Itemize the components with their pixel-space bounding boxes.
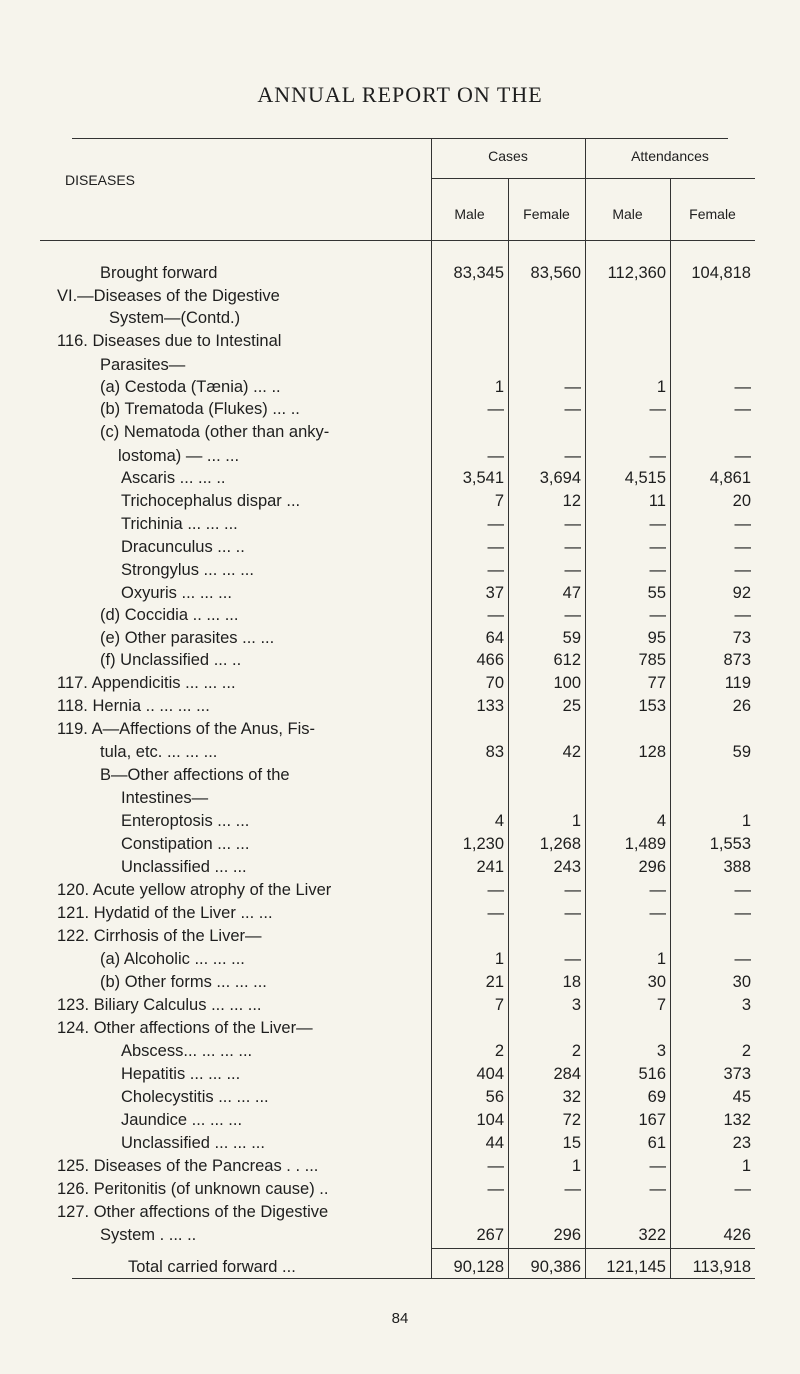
attendances-female-value: 1: [741, 812, 751, 830]
disease-label: (e) Other parasites ... ...: [100, 629, 275, 647]
attendances-female-value: 20: [732, 492, 751, 510]
attendances-male-value: 61: [647, 1134, 666, 1152]
cases-male-value: 404: [476, 1065, 504, 1083]
attendances-female-value: 373: [723, 1065, 751, 1083]
cases-male-value: 7: [494, 996, 504, 1014]
cases-female-value: —: [564, 1180, 581, 1198]
attendances-female-header: Female: [689, 206, 736, 222]
attendances-male-value: 112,360: [607, 264, 666, 282]
cases-female-value: 1,268: [539, 835, 581, 853]
attendances-male-value: —: [649, 538, 666, 556]
cases-female-value: —: [564, 400, 581, 418]
total-rule: [431, 1248, 755, 1249]
cases-female-value: 42: [562, 743, 581, 761]
attendances-female-value: —: [734, 950, 751, 968]
cases-male-value: 56: [485, 1088, 504, 1106]
cases-female-value: 83,560: [530, 264, 581, 282]
disease-label: 123. Biliary Calculus ... ... ...: [57, 996, 262, 1014]
attendances-female-value: 26: [732, 697, 751, 715]
attendances-male-value: 516: [638, 1065, 666, 1083]
cases-female-value: 3: [571, 996, 581, 1014]
disease-label: Jaundice ... ... ...: [121, 1111, 243, 1129]
attendances-male-value: 785: [638, 651, 666, 669]
cases-female-value: —: [564, 447, 581, 465]
attendances-female-value: —: [734, 1180, 751, 1198]
attendances-female-value: 2: [741, 1042, 751, 1060]
attendances-female-value: 4,861: [709, 469, 751, 487]
attendances-female-value: 873: [723, 651, 751, 669]
col-rule-4: [670, 178, 671, 1278]
disease-label: 119. A—Affections of the Anus, Fis-: [57, 720, 316, 738]
cases-female-value: —: [564, 881, 581, 899]
attendances-header: Attendances: [631, 148, 709, 164]
attendances-female-value: 73: [732, 629, 751, 647]
attendances-female-value: 388: [723, 858, 751, 876]
cases-male-value: —: [487, 606, 504, 624]
cases-male-value: 90,128: [453, 1258, 504, 1276]
header-mid-rule: [431, 178, 755, 179]
page-title: ANNUAL REPORT ON THE: [257, 82, 543, 107]
cases-male-value: —: [487, 515, 504, 533]
cases-female-value: 2: [571, 1042, 581, 1060]
attendances-male-value: —: [649, 561, 666, 579]
disease-label: 122. Cirrhosis of the Liver—: [57, 927, 262, 945]
attendances-male-value: —: [649, 447, 666, 465]
disease-label: 118. Hernia .. ... ... ...: [57, 697, 210, 715]
disease-label: Unclassified ... ... ...: [121, 1134, 265, 1152]
cases-male-value: 83: [485, 743, 504, 761]
col-rule-1: [431, 138, 432, 1278]
attendances-female-value: 1: [741, 1157, 751, 1175]
cases-male-value: —: [487, 538, 504, 556]
header-top-rule: [72, 138, 728, 139]
cases-male-value: 1: [494, 950, 504, 968]
attendances-male-value: —: [649, 606, 666, 624]
cases-female-value: —: [564, 950, 581, 968]
disease-label: Constipation ... ...: [121, 835, 250, 853]
disease-label: VI.—Diseases of the Digestive: [57, 287, 280, 305]
cases-female-value: 100: [553, 674, 581, 692]
disease-label: Trichinia ... ... ...: [121, 515, 238, 533]
diseases-header: DISEASES: [64, 172, 136, 188]
cases-female-value: —: [564, 561, 581, 579]
attendances-male-value: 55: [647, 584, 666, 602]
attendances-female-value: —: [734, 538, 751, 556]
cases-male-value: 64: [485, 629, 504, 647]
disease-label: 124. Other affections of the Liver—: [57, 1019, 313, 1037]
attendances-male-value: —: [649, 1157, 666, 1175]
disease-label: 116. Diseases due to Intestinal: [57, 332, 282, 350]
attendances-male-value: 153: [638, 697, 666, 715]
disease-label: Hepatitis ... ... ...: [121, 1065, 241, 1083]
bottom-rule: [72, 1278, 755, 1279]
cases-male-value: 37: [485, 584, 504, 602]
cases-female-value: 47: [562, 584, 581, 602]
disease-label: System—(Contd.): [109, 309, 241, 327]
cases-male-value: 241: [476, 858, 504, 876]
cases-female-value: 243: [553, 858, 581, 876]
cases-male-value: —: [487, 447, 504, 465]
disease-label: Unclassified ... ...: [121, 858, 247, 876]
attendances-female-value: 23: [732, 1134, 751, 1152]
cases-female-value: —: [564, 904, 581, 922]
disease-label: Oxyuris ... ... ...: [121, 584, 232, 602]
attendances-female-value: —: [734, 881, 751, 899]
col-rule-3: [585, 138, 586, 1278]
attendances-female-value: 132: [723, 1111, 751, 1129]
disease-label: Dracunculus ... ..: [121, 538, 245, 556]
disease-label: Enteroptosis ... ...: [121, 812, 250, 830]
cases-male-value: 4: [494, 812, 504, 830]
cases-header: Cases: [488, 148, 528, 164]
attendances-male-value: 296: [638, 858, 666, 876]
cases-male-value: 7: [494, 492, 504, 510]
attendances-male-value: 322: [638, 1226, 666, 1244]
attendances-male-value: 11: [648, 492, 666, 510]
cases-male-value: 104: [476, 1111, 504, 1129]
cases-male-value: 1,230: [462, 835, 504, 853]
disease-label: (a) Cestoda (Tænia) ... ..: [100, 378, 281, 396]
cases-female-value: 18: [562, 973, 581, 991]
attendances-female-value: 119: [724, 674, 751, 692]
disease-label: Ascaris ... ... ..: [121, 469, 226, 487]
attendances-female-value: —: [734, 561, 751, 579]
attendances-male-value: —: [649, 881, 666, 899]
cases-male-value: —: [487, 1180, 504, 1198]
cases-male-value: —: [487, 1157, 504, 1175]
disease-label: Abscess... ... ... ...: [121, 1042, 253, 1060]
disease-label: 121. Hydatid of the Liver ... ...: [57, 904, 273, 922]
page-number: 84: [391, 1310, 409, 1327]
attendances-female-value: 30: [732, 973, 751, 991]
attendances-male-value: 4: [656, 812, 666, 830]
attendances-female-value: 59: [732, 743, 751, 761]
attendances-female-value: 3: [741, 996, 751, 1014]
cases-female-value: 15: [562, 1134, 581, 1152]
disease-label: 126. Peritonitis (of unknown cause) ..: [57, 1180, 329, 1198]
attendances-male-value: 7: [656, 996, 666, 1014]
attendances-female-value: —: [734, 378, 751, 396]
disease-label: 125. Diseases of the Pancreas . . ...: [57, 1157, 319, 1175]
attendances-male-value: 1: [656, 950, 666, 968]
attendances-male-value: 95: [647, 629, 666, 647]
cases-male-value: 44: [485, 1134, 504, 1152]
cases-female-value: 1: [571, 812, 581, 830]
attendances-male-value: —: [649, 515, 666, 533]
cases-female-value: 1: [571, 1157, 581, 1175]
cases-male-value: 21: [485, 973, 504, 991]
disease-label: (a) Alcoholic ... ... ...: [100, 950, 245, 968]
attendances-male-value: —: [649, 904, 666, 922]
cases-male-value: —: [487, 561, 504, 579]
disease-label: tula, etc. ... ... ...: [100, 743, 218, 761]
attendances-male-value: —: [649, 1180, 666, 1198]
disease-label: (d) Coccidia .. ... ...: [100, 606, 239, 624]
cases-female-value: 90,386: [530, 1258, 581, 1276]
attendances-male-value: 69: [647, 1088, 666, 1106]
cases-male-value: —: [487, 881, 504, 899]
attendances-female-value: —: [734, 904, 751, 922]
attendances-female-value: 92: [732, 584, 751, 602]
cases-female-value: 612: [553, 651, 581, 669]
cases-male-value: 133: [476, 697, 504, 715]
cases-female-value: 12: [562, 492, 581, 510]
attendances-male-value: 4,515: [624, 469, 666, 487]
attendances-female-value: —: [734, 400, 751, 418]
attendances-female-value: 104,818: [691, 264, 751, 282]
attendances-female-value: 113,918: [692, 1258, 751, 1276]
attendances-male-value: —: [649, 400, 666, 418]
disease-label: 120. Acute yellow atrophy of the Liver: [57, 881, 332, 899]
disease-label: (b) Other forms ... ... ...: [100, 973, 267, 991]
attendances-male-value: 128: [638, 743, 666, 761]
disease-label: lostoma) — ... ...: [118, 447, 240, 465]
cases-female-value: —: [564, 378, 581, 396]
attendances-male-value: 121,145: [606, 1258, 666, 1276]
disease-label: Parasites—: [100, 356, 186, 374]
cases-female-value: —: [564, 538, 581, 556]
attendances-female-value: 426: [723, 1226, 751, 1244]
disease-label: 117. Appendicitis ... ... ...: [57, 674, 236, 692]
cases-female-value: 72: [562, 1111, 581, 1129]
cases-male-value: 70: [485, 674, 504, 692]
attendances-female-value: —: [734, 606, 751, 624]
cases-female-value: 59: [562, 629, 581, 647]
cases-male-value: 83,345: [453, 264, 504, 282]
disease-label: (f) Unclassified ... ..: [100, 651, 242, 669]
disease-label: (b) Trematoda (Flukes) ... ..: [100, 400, 300, 418]
disease-label: Total carried forward ...: [128, 1258, 296, 1276]
attendances-female-value: 45: [732, 1088, 751, 1106]
cases-male-value: 1: [494, 378, 504, 396]
cases-female-value: —: [564, 515, 581, 533]
disease-label: Cholecystitis ... ... ...: [121, 1088, 269, 1106]
cases-male-value: —: [487, 400, 504, 418]
cases-female-value: 32: [562, 1088, 581, 1106]
disease-label: B—Other affections of the: [100, 766, 290, 784]
cases-male-value: —: [487, 904, 504, 922]
cases-male-value: 2: [494, 1042, 504, 1060]
cases-female-value: 25: [562, 697, 581, 715]
disease-label: Trichocephalus dispar ...: [121, 492, 301, 510]
attendances-male-value: 30: [647, 973, 666, 991]
attendances-male-value: 3: [656, 1042, 666, 1060]
attendances-male-header: Male: [612, 206, 643, 222]
disease-label: System . ... ..: [100, 1226, 197, 1244]
attendances-female-value: —: [734, 515, 751, 533]
disease-label: (c) Nematoda (other than anky-: [100, 423, 330, 441]
header-bottom-rule: [40, 240, 755, 241]
cases-male-value: 3,541: [462, 469, 504, 487]
disease-label: 127. Other affections of the Digestive: [57, 1203, 329, 1221]
disease-label: Brought forward: [100, 264, 218, 282]
cases-male-value: 267: [476, 1226, 504, 1244]
attendances-male-value: 1,489: [624, 835, 666, 853]
cases-female-value: 284: [553, 1065, 581, 1083]
attendances-male-value: 1: [656, 378, 666, 396]
attendances-male-value: 77: [647, 674, 666, 692]
col-rule-2: [508, 178, 509, 1278]
disease-label: Strongylus ... ... ...: [121, 561, 254, 579]
cases-male-value: 466: [476, 651, 504, 669]
cases-female-value: 3,694: [539, 469, 581, 487]
cases-female-value: —: [564, 606, 581, 624]
cases-female-header: Female: [523, 206, 570, 222]
cases-female-value: 296: [553, 1226, 581, 1244]
attendances-female-value: —: [734, 447, 751, 465]
attendances-male-value: 167: [638, 1111, 666, 1129]
cases-male-header: Male: [454, 206, 485, 222]
disease-label: Intestines—: [121, 789, 209, 807]
attendances-female-value: 1,553: [709, 835, 751, 853]
